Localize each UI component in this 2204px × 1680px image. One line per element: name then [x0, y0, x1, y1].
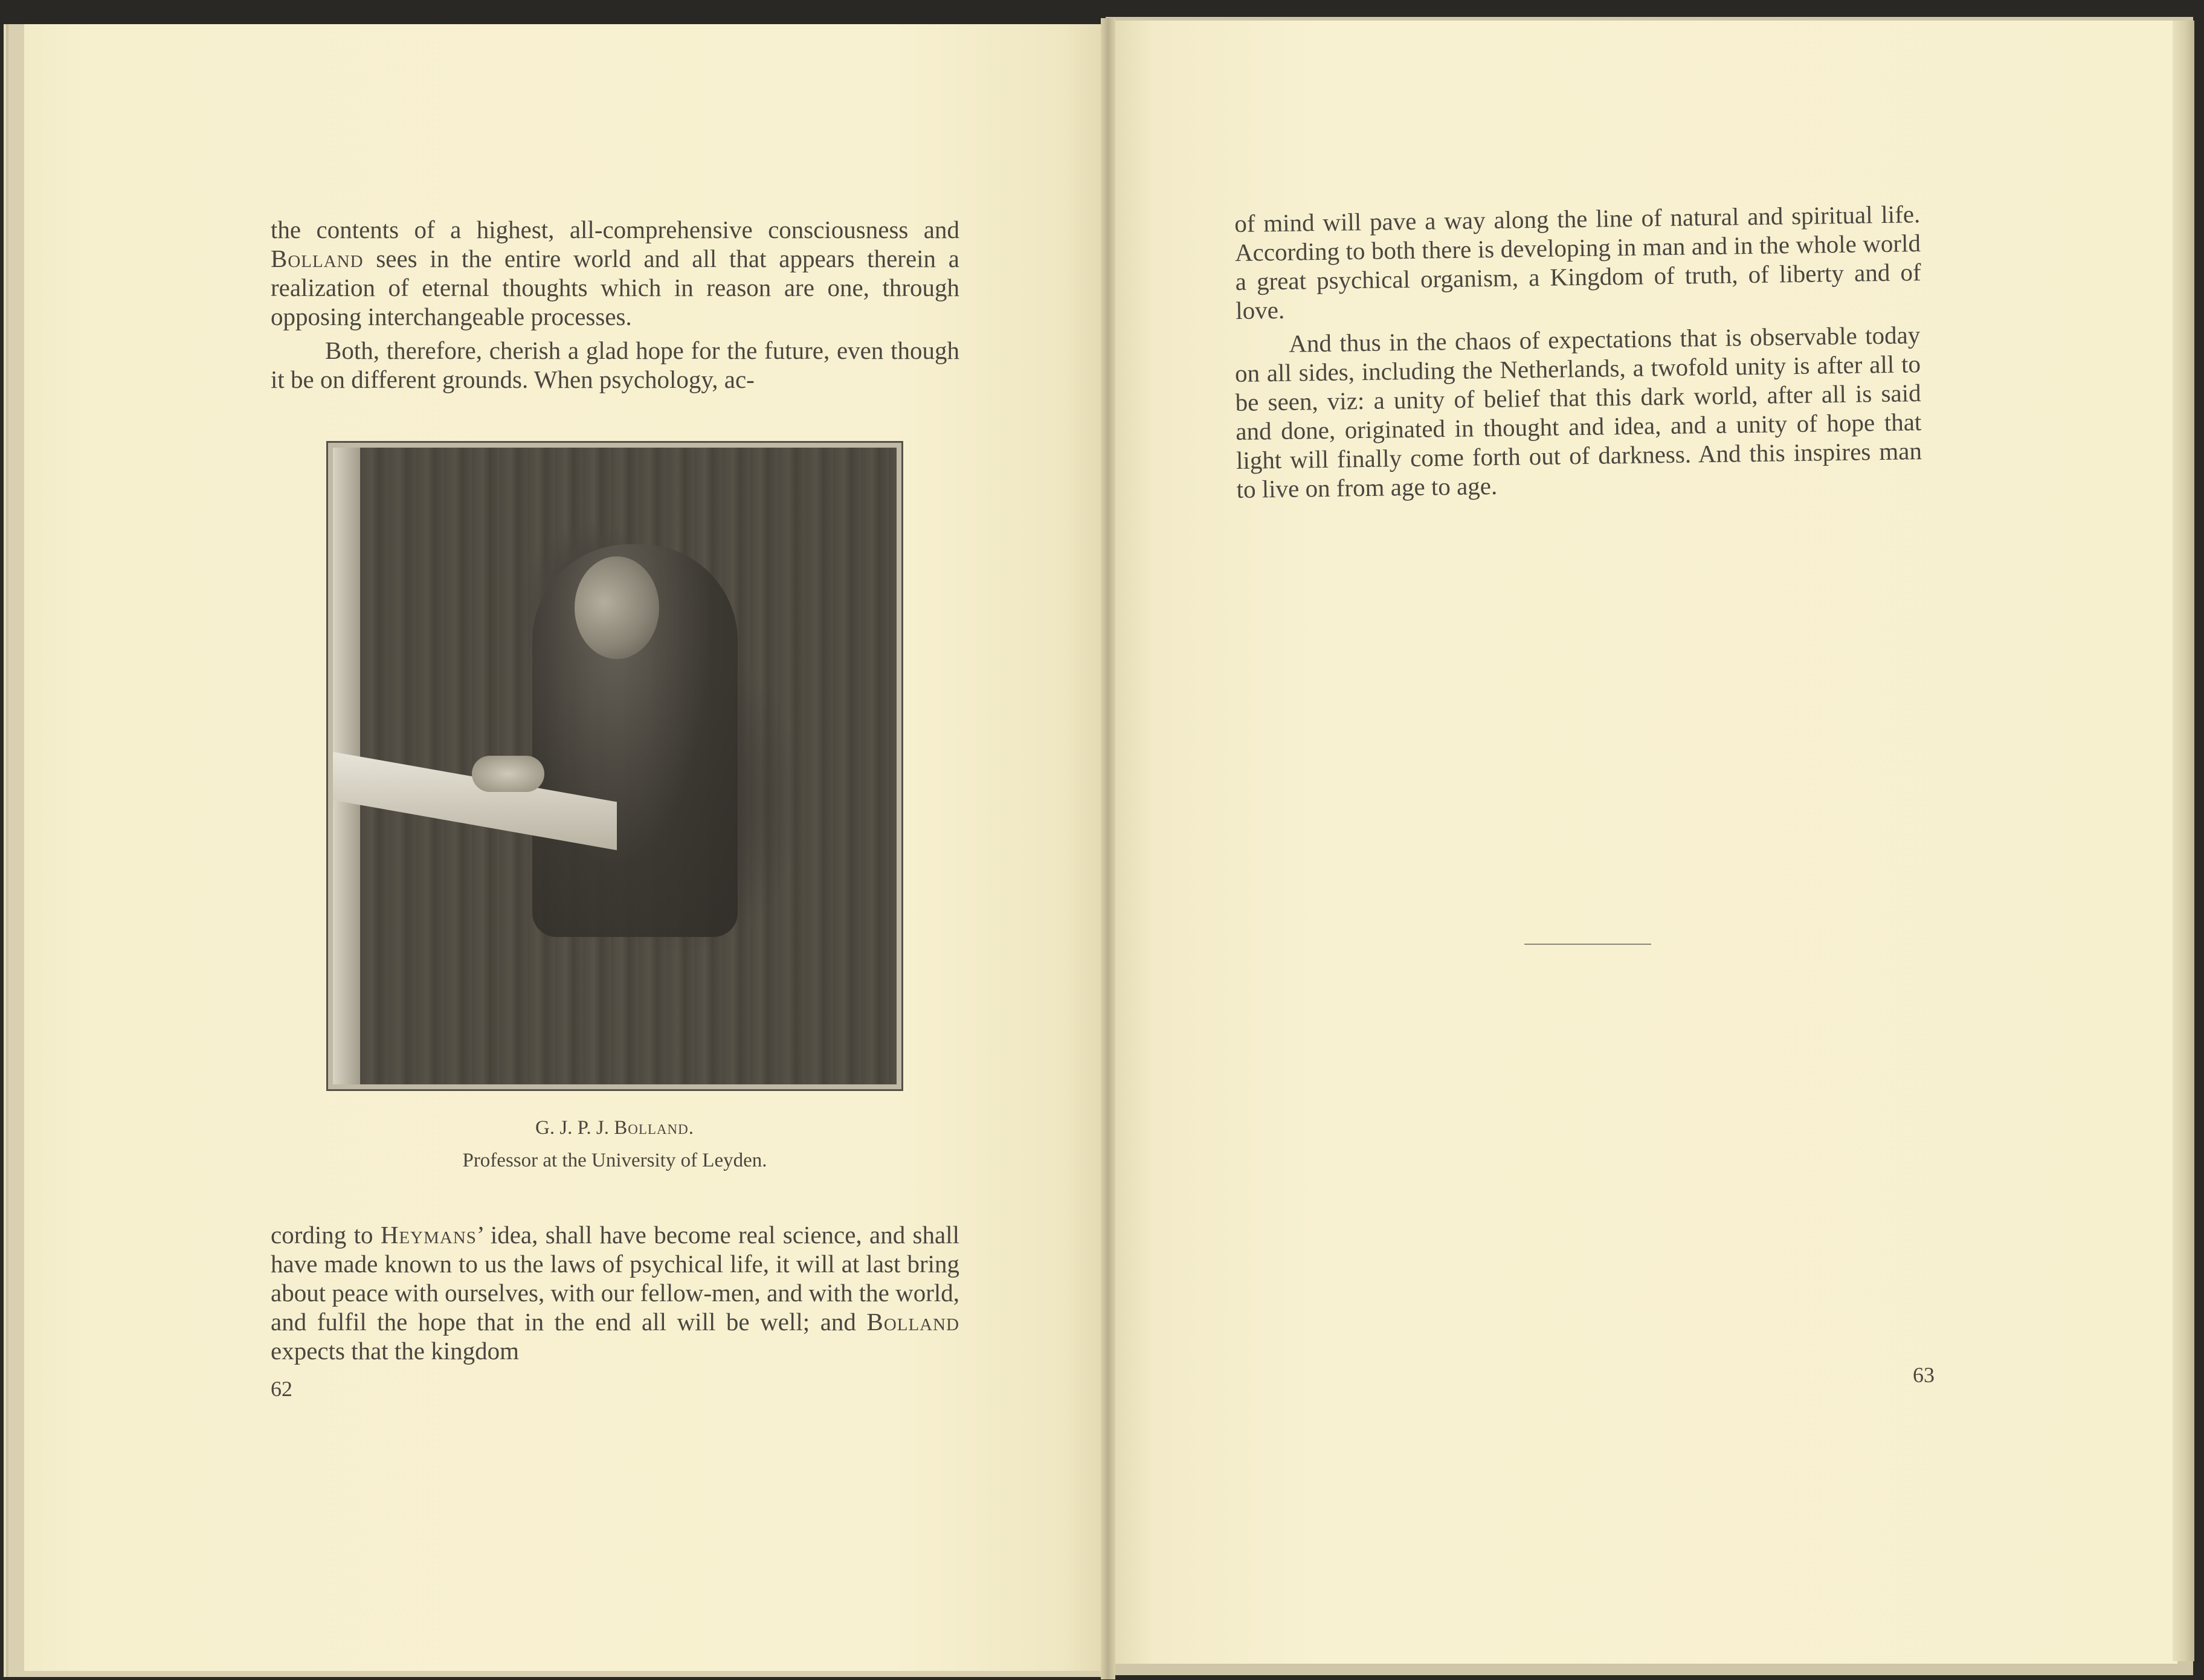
left-paragraph-3: cording to Heymans’ idea, shall have become real science, and shall have made known to us the laws of psychical life, it will at last bring about peace with ourselves, with our fellow-men, and with the world, and fulfil the hope that in the end all will be well; and Bolland expects that the kingdom: [271, 1221, 960, 1365]
right-page-number: 63: [1913, 1363, 1935, 1387]
photo-hand: [472, 756, 544, 792]
photo-caption-line-2: Professor at the University of Leyden.: [462, 1150, 767, 1171]
name-bolland: Bolland: [271, 245, 364, 272]
right-page-edge: [2173, 21, 2194, 1661]
portrait-image: [333, 448, 897, 1084]
left-paragraph-1: the contents of a highest, all-comprehensive consciousness and Bolland sees in the entire world and all that appears therein a realization of eternal thoughts which in reason are one, through opposing interchangeable processes.: [271, 216, 960, 330]
portrait-photograph: [326, 441, 903, 1091]
left-paragraph-2: Both, therefore, cherish a glad hope for the future, even though it be on different grounds. When psychology, ac-: [271, 336, 959, 393]
book-gutter: [1101, 18, 1115, 1679]
right-paragraph-2: And thus in the chaos of expectations that is observable today on all sides, including the Netherlands, a twofold unity is after all to be seen, viz: a unity of belief that this dark world, after all is said and done, originated in thought and idea, and a unity of hope that light will finally come forth out of darkness. And this inspires man to live on from age to age.: [1234, 321, 1922, 503]
photo-caption-line-1: G. J. P. J. Bolland.: [535, 1117, 695, 1139]
right-paragraph-1: of mind will pave a way along the line of natural and spiritual life. According to both there is developing in man and in the whole world a great psychical organism, a Kingdom of truth, of liberty and of love.: [1234, 200, 1921, 324]
photo-face: [575, 556, 659, 659]
section-end-rule: [1524, 944, 1651, 945]
left-page-number: 62: [271, 1377, 292, 1401]
